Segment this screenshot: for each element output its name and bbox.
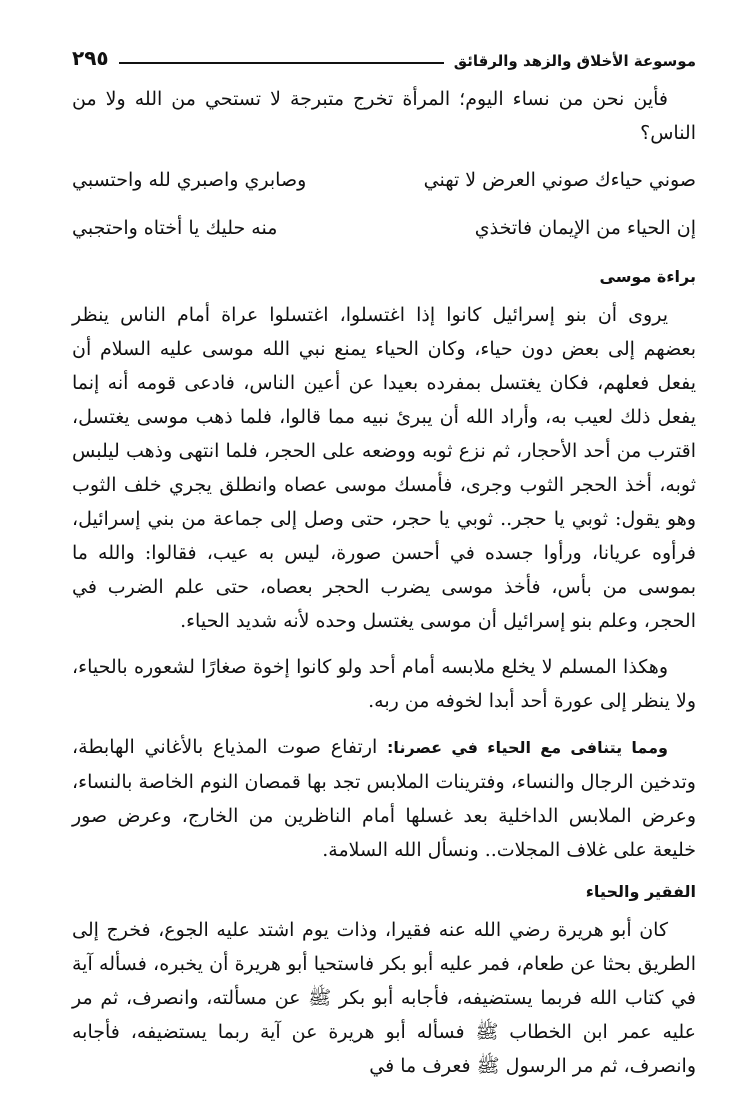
section-heading-moses: براءة موسى bbox=[599, 267, 696, 286]
muslim-modesty-paragraph: وهكذا المسلم لا يخلع ملابسه أمام أحد ولو كانوا إخوة صغارًا لشعوره بالحياء، ولا ينظر إلى عورة أحد أبدا لخوفه من ربه. bbox=[72, 656, 696, 712]
contradictions-paragraph bbox=[72, 730, 696, 867]
moses-story-paragraph: يروى أن بنو إسرائيل كانوا إذا اغتسلوا، اغتسلوا عراة أمام الناس ينظر بعضهم إلى بعض دون حياء، وكان الحياء يمنع نبي الله موسى عليه السلام أن يفعل فعلهم، فكان يغتسل بمفرده بعيدا عن أعين الناس، فادعى قومه أنه إنما يفعل ذلك لعيب به، وأراد الله أن يبرئ نبيه مما قالوا، فلما ذهب موسى يغتسل، اقترب من أحد الأحجار، ثم نزع ثوبه ووضعه على الحجر، فلما انتهى وذهب ليلبس ثوبه، أخذ الحجر الثوب وجرى، فأمسك موسى عصاه وانطلق يجري خلف الثوب وهو يقول: ثوبي يا حجر.. ثوبي يا حجر، حتى وصل إلى جماعة من بني إسرائيل، فرأوه عريانا، ورأوا جسده في أحسن صورة، ليس به عيب، فقالوا: والله ما بموسى من بأس، فأخذ موسى يضرب الحجر بعصاه، حتى علم الضرب في الحجر، وعلم بنو إسرائيل أن موسى يغتسل وحده لأنه شديد الحياء. bbox=[72, 304, 696, 632]
verse-2-second-hemistich: منه حليك يا أختاه واحتجبي bbox=[72, 217, 278, 239]
poem-verse-1 bbox=[72, 156, 696, 204]
page-content bbox=[72, 82, 696, 1083]
contradictions-text: ارتفاع صوت المذياع بالأغاني الهابطة، وتدخين الرجال والنساء، وفترينات الملابس تجد بها قمصان النوم الخاصة بالنساء، وعرض الملابس الداخلية بعد غسلها أمام الناظرين من الخارج، وعرض صور خليعة على غلاف المجلات.. ونسأل الله السلامة. bbox=[72, 736, 696, 861]
header-rule bbox=[119, 62, 444, 64]
verse-1-second-hemistich: وصابري واصبري لله واحتسبي bbox=[72, 169, 307, 191]
abu-hurayra-paragraph: كان أبو هريرة رضي الله عنه فقيرا، وذات يوم اشتد عليه الجوع، فخرج إلى الطريق بحثا عن طعام، فمر عليه أبو بكر فاستحيا أبو هريرة أن يخبره، فسأله آية في كتاب الله فربما يستضيفه، فأجابه أبو بكر ﷺ عن مسألته، وانصرف، ثم مر عليه عمر ابن الخطاب ﷺ فسأله أبو هريرة عن آية ربما يستضيفه، فأجابه وانصرف، ثم مر الرسول ﷺ فعرف ما في bbox=[72, 919, 696, 1077]
poem bbox=[72, 156, 696, 252]
contradictions-lead: ومما يتنافى مع الحياء في عصرنا: bbox=[387, 738, 669, 757]
poem-verse-2 bbox=[72, 204, 696, 252]
verse-1-first-hemistich: صوني حياءك صوني العرض لا تهني bbox=[423, 169, 696, 191]
section-heading-poor-modesty: الفقير والحياء bbox=[585, 882, 696, 901]
page-header bbox=[72, 40, 696, 70]
verse-2-first-hemistich: إن الحياء من الإيمان فاتخذي bbox=[474, 217, 696, 239]
page-number: ٢٩٥ bbox=[72, 46, 109, 70]
intro-question: فأين نحن من نساء اليوم؛ المرأة تخرج متبرجة لا تستحي من الله ولا من الناس؟ bbox=[72, 88, 696, 144]
book-title: موسوعة الأخلاق والزهد والرقائق bbox=[453, 52, 696, 70]
